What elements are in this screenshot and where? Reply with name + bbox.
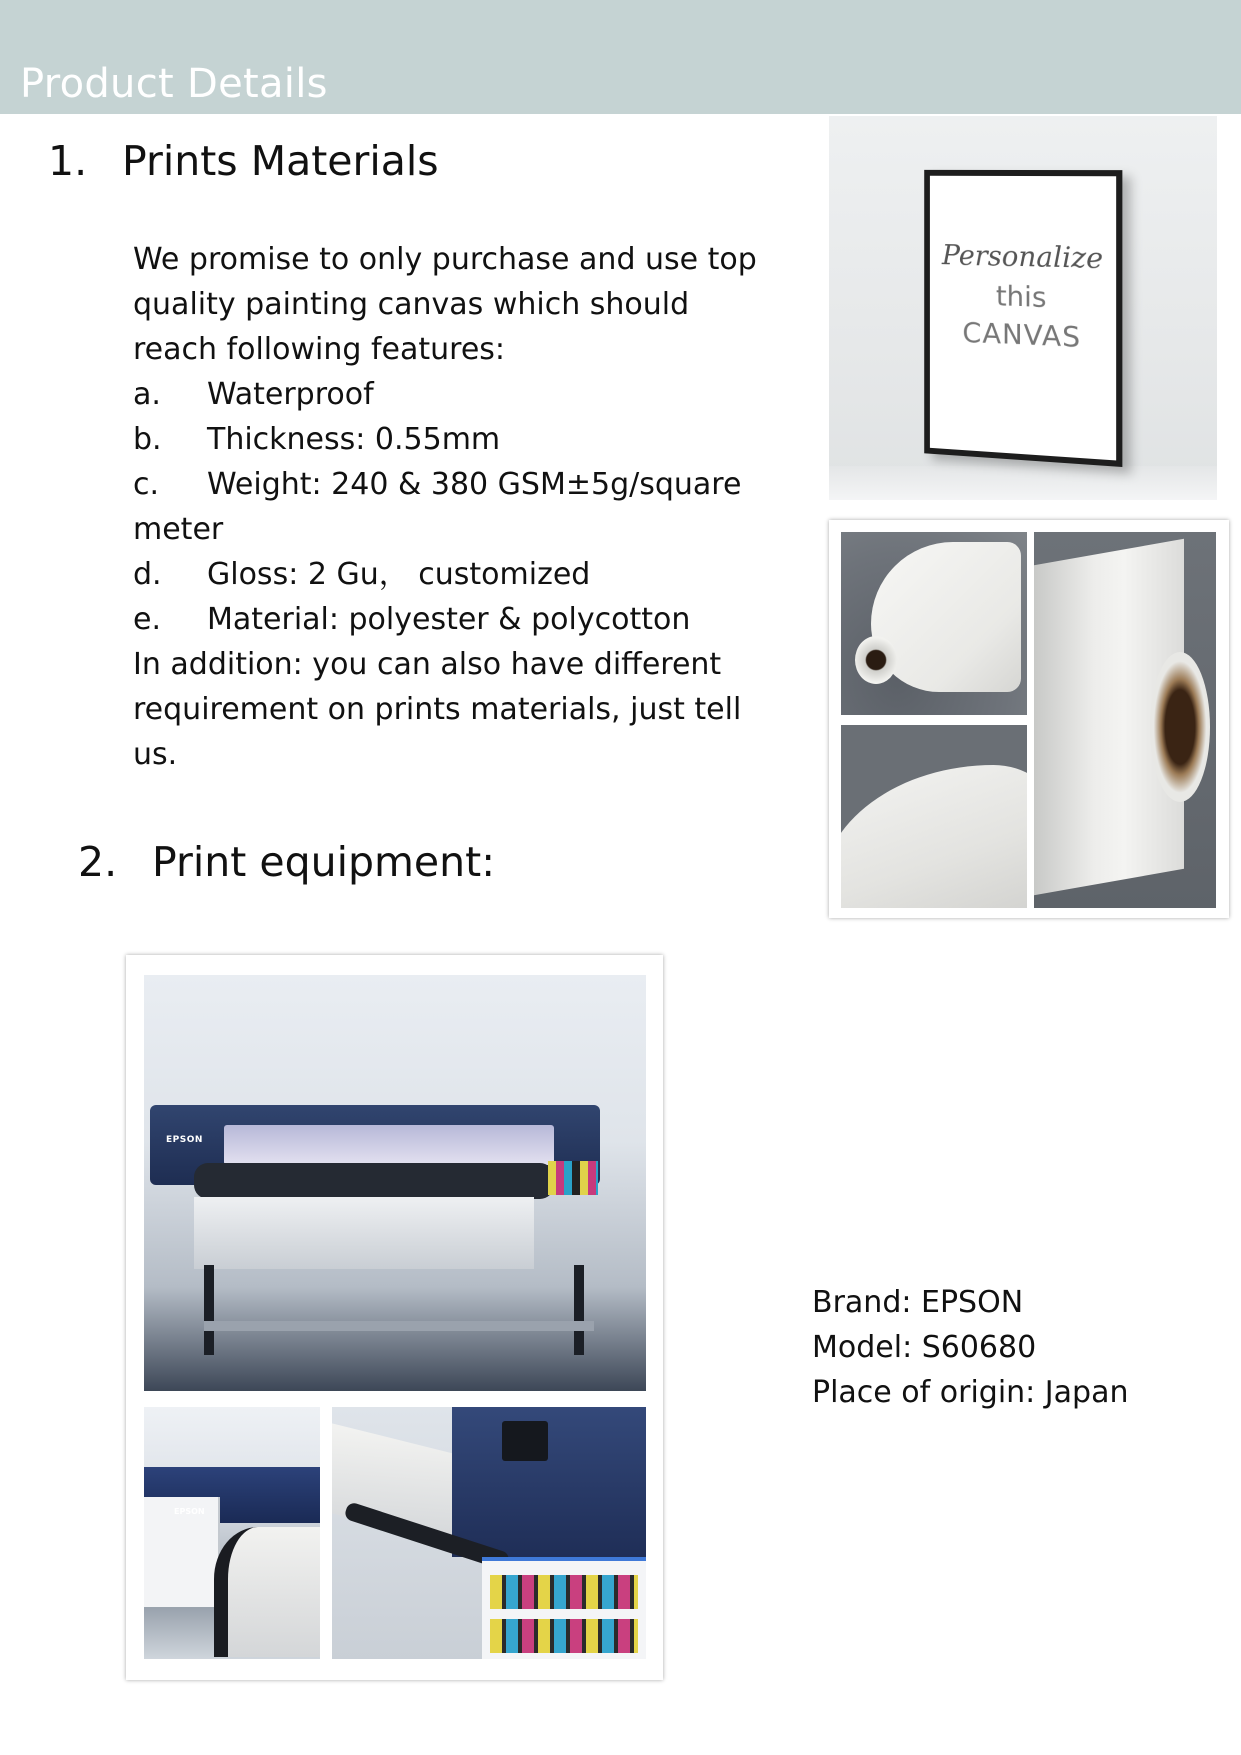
feature-text: Thickness: 0.55mm <box>207 422 501 457</box>
feature-item <box>133 552 773 597</box>
feature-marker: d. <box>133 557 162 592</box>
spec-brand: Brand: EPSON <box>812 1285 1024 1320</box>
feature-text: Gloss: 2 Gu， customized <box>207 557 591 592</box>
printer-brand-label: EPSON <box>166 1135 203 1145</box>
canvas-roll-photo <box>1034 532 1216 908</box>
printer-photo <box>144 975 646 1391</box>
canvas-roll-photo <box>841 725 1027 908</box>
printer-brand-label: EPSON <box>174 1507 205 1516</box>
photo-floor <box>829 466 1217 500</box>
feature-marker: c. <box>133 467 160 502</box>
printer-media <box>194 1197 534 1269</box>
feature-marker: a. <box>133 377 161 412</box>
feature-item <box>133 597 773 642</box>
printer-stand <box>204 1265 584 1355</box>
ink-bay <box>482 1557 646 1659</box>
spec-model: Model: S60680 <box>812 1330 1037 1365</box>
printer-body <box>452 1407 646 1557</box>
canvas-text-line: this <box>995 279 1047 314</box>
printer-specs <box>812 1280 1212 1415</box>
intro-line: reach following features: <box>133 332 506 367</box>
canvas-frame <box>924 170 1122 467</box>
printer-photo-collage <box>126 955 663 1680</box>
section-title: Print equipment: <box>152 838 496 886</box>
printer-window <box>224 1125 554 1165</box>
ink-cartridges <box>490 1575 638 1609</box>
roll-core <box>855 636 897 684</box>
feature-item <box>133 372 773 417</box>
prints-materials-text <box>133 237 773 777</box>
printer-rail <box>204 1321 594 1331</box>
printer-photo <box>332 1407 646 1659</box>
canvas-text-line: Personalize <box>941 238 1104 276</box>
feature-marker: e. <box>133 602 161 637</box>
section-heading-prints-materials <box>48 137 439 185</box>
printer-bar <box>194 1163 554 1199</box>
feature-text: Material: polyester & polycotton <box>207 602 691 637</box>
feature-item <box>133 417 773 462</box>
feature-item <box>133 462 773 507</box>
page-title: Product Details <box>20 61 328 107</box>
addition-line: requirement on prints materials, just tell <box>133 692 742 727</box>
section-number: 2. <box>78 838 118 886</box>
section-title: Prints Materials <box>122 137 439 185</box>
canvas-roll-photo <box>841 532 1027 715</box>
canvas-frame-photo <box>829 116 1217 500</box>
printer-media <box>214 1527 320 1657</box>
feature-marker: b. <box>133 422 162 457</box>
intro-line: We promise to only purchase and use top <box>133 242 757 277</box>
addition-line: In addition: you can also have different <box>133 647 722 682</box>
feature-text: meter <box>133 512 224 547</box>
printer-photo <box>144 1407 320 1659</box>
intro-line: quality painting canvas which should <box>133 287 690 322</box>
canvas-sheet <box>841 765 1027 908</box>
section-number: 1. <box>48 137 88 185</box>
ink-cartridges <box>548 1161 598 1195</box>
feature-text: Waterproof <box>207 377 374 412</box>
canvas-rolls-collage <box>829 520 1229 918</box>
ink-cartridges <box>490 1619 638 1653</box>
feature-text: Weight: 240 & 380 GSM±5g/square <box>207 467 742 502</box>
spec-origin: Place of origin: Japan <box>812 1375 1129 1410</box>
addition-line: us. <box>133 737 178 772</box>
roll-core <box>1150 652 1210 802</box>
section-heading-print-equipment <box>78 838 496 886</box>
feature-item-continued <box>133 507 773 552</box>
printer-control-panel <box>502 1421 548 1461</box>
canvas-text-line: CANVAS <box>962 315 1082 354</box>
